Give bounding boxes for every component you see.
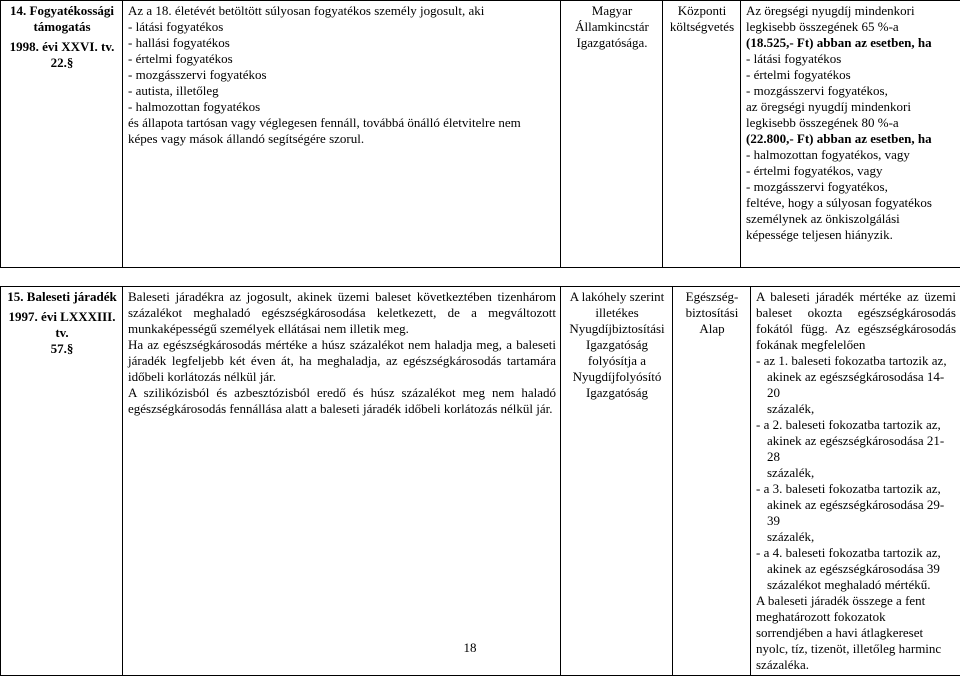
grade-head: - a 3. baleseti fokozatba tartozik az, xyxy=(756,481,956,497)
benefit-title-cell xyxy=(1,287,123,676)
benefit-title-cell xyxy=(1,1,123,268)
amount-line: - értelmi fogyatékos xyxy=(746,67,956,83)
funding-line: költségvetés xyxy=(668,19,736,35)
eligibility-line: - értelmi fogyatékos xyxy=(128,51,556,67)
amount-line: Az öregségi nyugdíj mindenkori xyxy=(746,3,956,19)
grade-line: akinek az egészségkárosodása 21-28 xyxy=(756,433,956,465)
authority-line: Államkincstár xyxy=(566,19,658,35)
amount-line: - mozgásszervi fogyatékos, xyxy=(746,179,956,195)
eligibility-paragraph: Baleseti járadékra az jogosult, akinek üzemi baleset következtében tizenhárom százalékot meghaladó egészségkárosodása keletkezett, de a megváltozott munkaképességű személyek ellátásai nem illetik meg. xyxy=(128,289,556,337)
amount-line: legkisebb összegének 65 %-a xyxy=(746,19,956,35)
authority-line: A lakóhely szerint xyxy=(566,289,668,305)
eligibility-line: - autista, illetőleg xyxy=(128,83,556,99)
row-14-table xyxy=(0,0,960,268)
authority-line: Igazgatósága. xyxy=(566,35,658,51)
grade-line: akinek az egészségkárosodása 29-39 xyxy=(756,497,956,529)
funding-line: Központi xyxy=(668,3,736,19)
page-number: 18 xyxy=(0,640,940,656)
authority-line: folyósítja a xyxy=(566,353,668,369)
eligibility-line: - hallási fogyatékos xyxy=(128,35,556,51)
eligibility-paragraph: Ha az egészségkárosodás mértéke a húsz százalékot nem haladja meg, a baleseti járadék legfeljebb két éven át, ha meghaladja, az egészségkárosodás tartamára időbeli korlátozás nélkül jár. xyxy=(128,337,556,385)
authority-cell xyxy=(561,1,663,268)
grade-line: százalék, xyxy=(756,401,956,417)
eligibility-cell xyxy=(123,287,561,676)
grade-head: - az 1. baleseti fokozatba tartozik az, xyxy=(756,353,956,369)
amount-line: feltéve, hogy a súlyosan fogyatékos xyxy=(746,195,956,211)
authority-line: Igazgatóság xyxy=(566,337,668,353)
amount-line: (18.525,- Ft) abban az esetben, ha xyxy=(746,35,956,51)
authority-line: Nyugdíjbiztosítási xyxy=(566,321,668,337)
authority-line: Igazgatóság xyxy=(566,385,668,401)
grade-head: - a 4. baleseti fokozatba tartozik az, xyxy=(756,545,956,561)
table-row xyxy=(1,287,960,676)
row-15-table xyxy=(0,286,960,676)
amount-cell xyxy=(751,287,960,676)
grade-line: százalék, xyxy=(756,465,956,481)
amount-line: (22.800,- Ft) abban az esetben, ha xyxy=(746,131,956,147)
amount-line: - látási fogyatékos xyxy=(746,51,956,67)
funding-cell xyxy=(673,287,751,676)
amount-outro-line: sorrendjében a havi átlagkereset xyxy=(756,625,956,641)
funding-line: Alap xyxy=(678,321,746,337)
grade-line: akinek az egészségkárosodása 14-20 xyxy=(756,369,956,401)
law-reference-line: 57.§ xyxy=(6,341,118,357)
eligibility-line: és állapota tartósan vagy véglegesen fennáll, továbbá önálló életvitelre nem xyxy=(128,115,556,131)
amount-line: képessége teljesen hiányzik. xyxy=(746,227,956,243)
amount-outro-line: meghatározott fokozatok xyxy=(756,609,956,625)
amount-intro: A baleseti járadék mértéke az üzemi baleset okozta egészségkárosodás fokától függ. Az egészségkárosodás fokának megfelelően xyxy=(756,289,956,353)
amount-line: legkisebb összegének 80 %-a xyxy=(746,115,956,131)
authority-cell xyxy=(561,287,673,676)
grade-line: százalék, xyxy=(756,529,956,545)
table-row xyxy=(1,1,960,268)
authority-line: illetékes xyxy=(566,305,668,321)
eligibility-line: Az a 18. életévét betöltött súlyosan fogyatékos személy jogosult, aki xyxy=(128,3,556,19)
authority-line: Nyugdíjfolyósító xyxy=(566,369,668,385)
eligibility-cell xyxy=(123,1,561,268)
eligibility-line: - látási fogyatékos xyxy=(128,19,556,35)
funding-cell xyxy=(663,1,741,268)
amount-line: személynek az önkiszolgálási xyxy=(746,211,956,227)
eligibility-paragraph: A szilikózisból és azbesztózisból eredő és húsz százalékot meg nem haladó egészségkárosodás fennállása alatt a baleseti járadék időbeli korlátozás nélkül jár. xyxy=(128,385,556,417)
amount-outro-line: nyolc, tíz, tizenöt, illetőleg harminc xyxy=(756,641,956,657)
amount-outro-line: A baleseti járadék összege a fent xyxy=(756,593,956,609)
grade-head: - a 2. baleseti fokozatba tartozik az, xyxy=(756,417,956,433)
grade-line: százalékot meghaladó mértékű. xyxy=(756,577,956,593)
amount-cell xyxy=(741,1,960,268)
law-reference-line: 22.§ xyxy=(6,55,118,71)
eligibility-line: képes vagy mások állandó segítségére szorul. xyxy=(128,131,556,147)
eligibility-line: - mozgásszervi fogyatékos xyxy=(128,67,556,83)
funding-line: Egészség- xyxy=(678,289,746,305)
benefit-title-line: 14. Fogyatékossági xyxy=(6,3,118,19)
amount-line: - mozgásszervi fogyatékos, xyxy=(746,83,956,99)
funding-line: biztosítási xyxy=(678,305,746,321)
eligibility-line: - halmozottan fogyatékos xyxy=(128,99,556,115)
authority-line: Magyar xyxy=(566,3,658,19)
benefit-title-line: támogatás xyxy=(6,19,118,35)
benefit-title: 15. Baleseti járadék xyxy=(6,289,118,305)
law-reference-line: 1997. évi LXXXIII. xyxy=(6,309,118,325)
amount-line: az öregségi nyugdíj mindenkori xyxy=(746,99,956,115)
law-reference-line: tv. xyxy=(6,325,118,341)
grade-line: akinek az egészségkárosodása 39 xyxy=(756,561,956,577)
amount-outro-line: százaléka. xyxy=(756,657,956,673)
amount-line: - értelmi fogyatékos, vagy xyxy=(746,163,956,179)
amount-line: - halmozottan fogyatékos, vagy xyxy=(746,147,956,163)
law-reference-line: 1998. évi XXVI. tv. xyxy=(6,39,118,55)
